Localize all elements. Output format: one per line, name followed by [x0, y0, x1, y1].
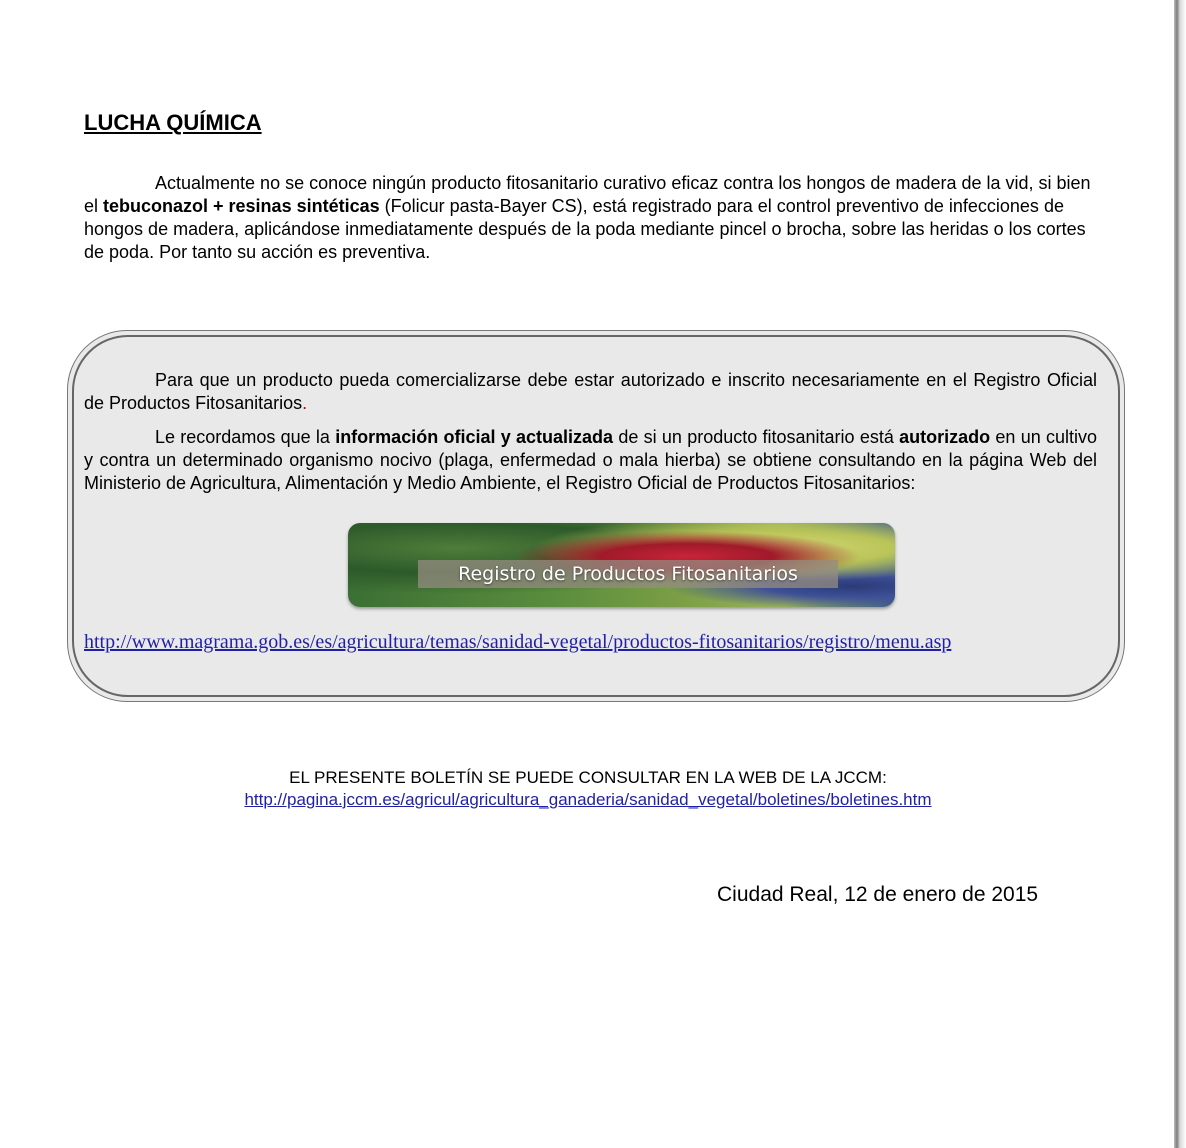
paragraph-text: de si un producto fitosanitario está	[613, 427, 900, 447]
bulletin-link-text[interactable]: http://pagina.jccm.es/agricul/agricultura_ganaderia/sanidad_vegetal/boletines/boletines.htm	[244, 790, 932, 809]
paragraph-chemical-control	[84, 172, 1097, 264]
paragraph-text: Actualmente no se conoce ningún producto fitosanitario curativo eficaz contra los hongos de madera de la vid, si bien el	[84, 173, 1091, 216]
paragraph-text: Le recordamos que la	[155, 427, 336, 447]
registry-banner-label: Registro de Productos Fitosanitarios	[418, 560, 838, 588]
paragraph-bold-official-info: información oficial y actualizada	[335, 427, 614, 447]
bulletin-notice: EL PRESENTE BOLETÍN SE PUEDE CONSULTAR EN LA WEB DE LA JCCM:	[289, 768, 887, 787]
signoff-date: Ciudad Real, 12 de enero de 2015	[717, 883, 1039, 906]
registry-banner[interactable]	[348, 523, 895, 607]
page-edge-shadow	[1174, 0, 1186, 1148]
paragraph-bold-product: tebuconazol + resinas sintéticas	[103, 196, 380, 216]
paragraph-text: en un cultivo y contra un determinado organismo nocivo (plaga, enfermedad o mala hierba) se obtiene consultando en la página Web del Ministerio de Agricultura, Alimentación y Medio Ambiente, el Registro Oficial de Productos Fitosanitarios:	[84, 427, 1098, 493]
paragraph-bold-authorized: autorizado	[899, 427, 991, 447]
bulletin-link-line	[0, 790, 1176, 810]
paragraph-official-info	[84, 426, 1097, 495]
paragraph-registration	[84, 369, 1097, 415]
registry-link[interactable]: http://www.magrama.gob.es/es/agricultura/temas/sanidad-vegetal/productos-fitosanitarios/registro/menu.asp	[84, 631, 952, 653]
bulletin-link[interactable]	[244, 790, 931, 809]
section-title: LUCHA QUÍMICA	[84, 110, 262, 135]
paragraph-text: (Folicur pasta-Bayer CS), está registrado para el control preventivo de infecciones de hongos de madera, aplicándose inmediatamente después de la poda mediante pincel o brocha, sobre las heridas o los cortes de poda. Por tanto su acción es preventiva.	[84, 196, 1086, 262]
accent-dot: .	[302, 393, 308, 413]
paragraph-text: Para que un producto pueda comercializarse debe estar autorizado e inscrito necesariamente en el Registro Oficial de Productos Fitosanitarios	[84, 370, 1097, 413]
